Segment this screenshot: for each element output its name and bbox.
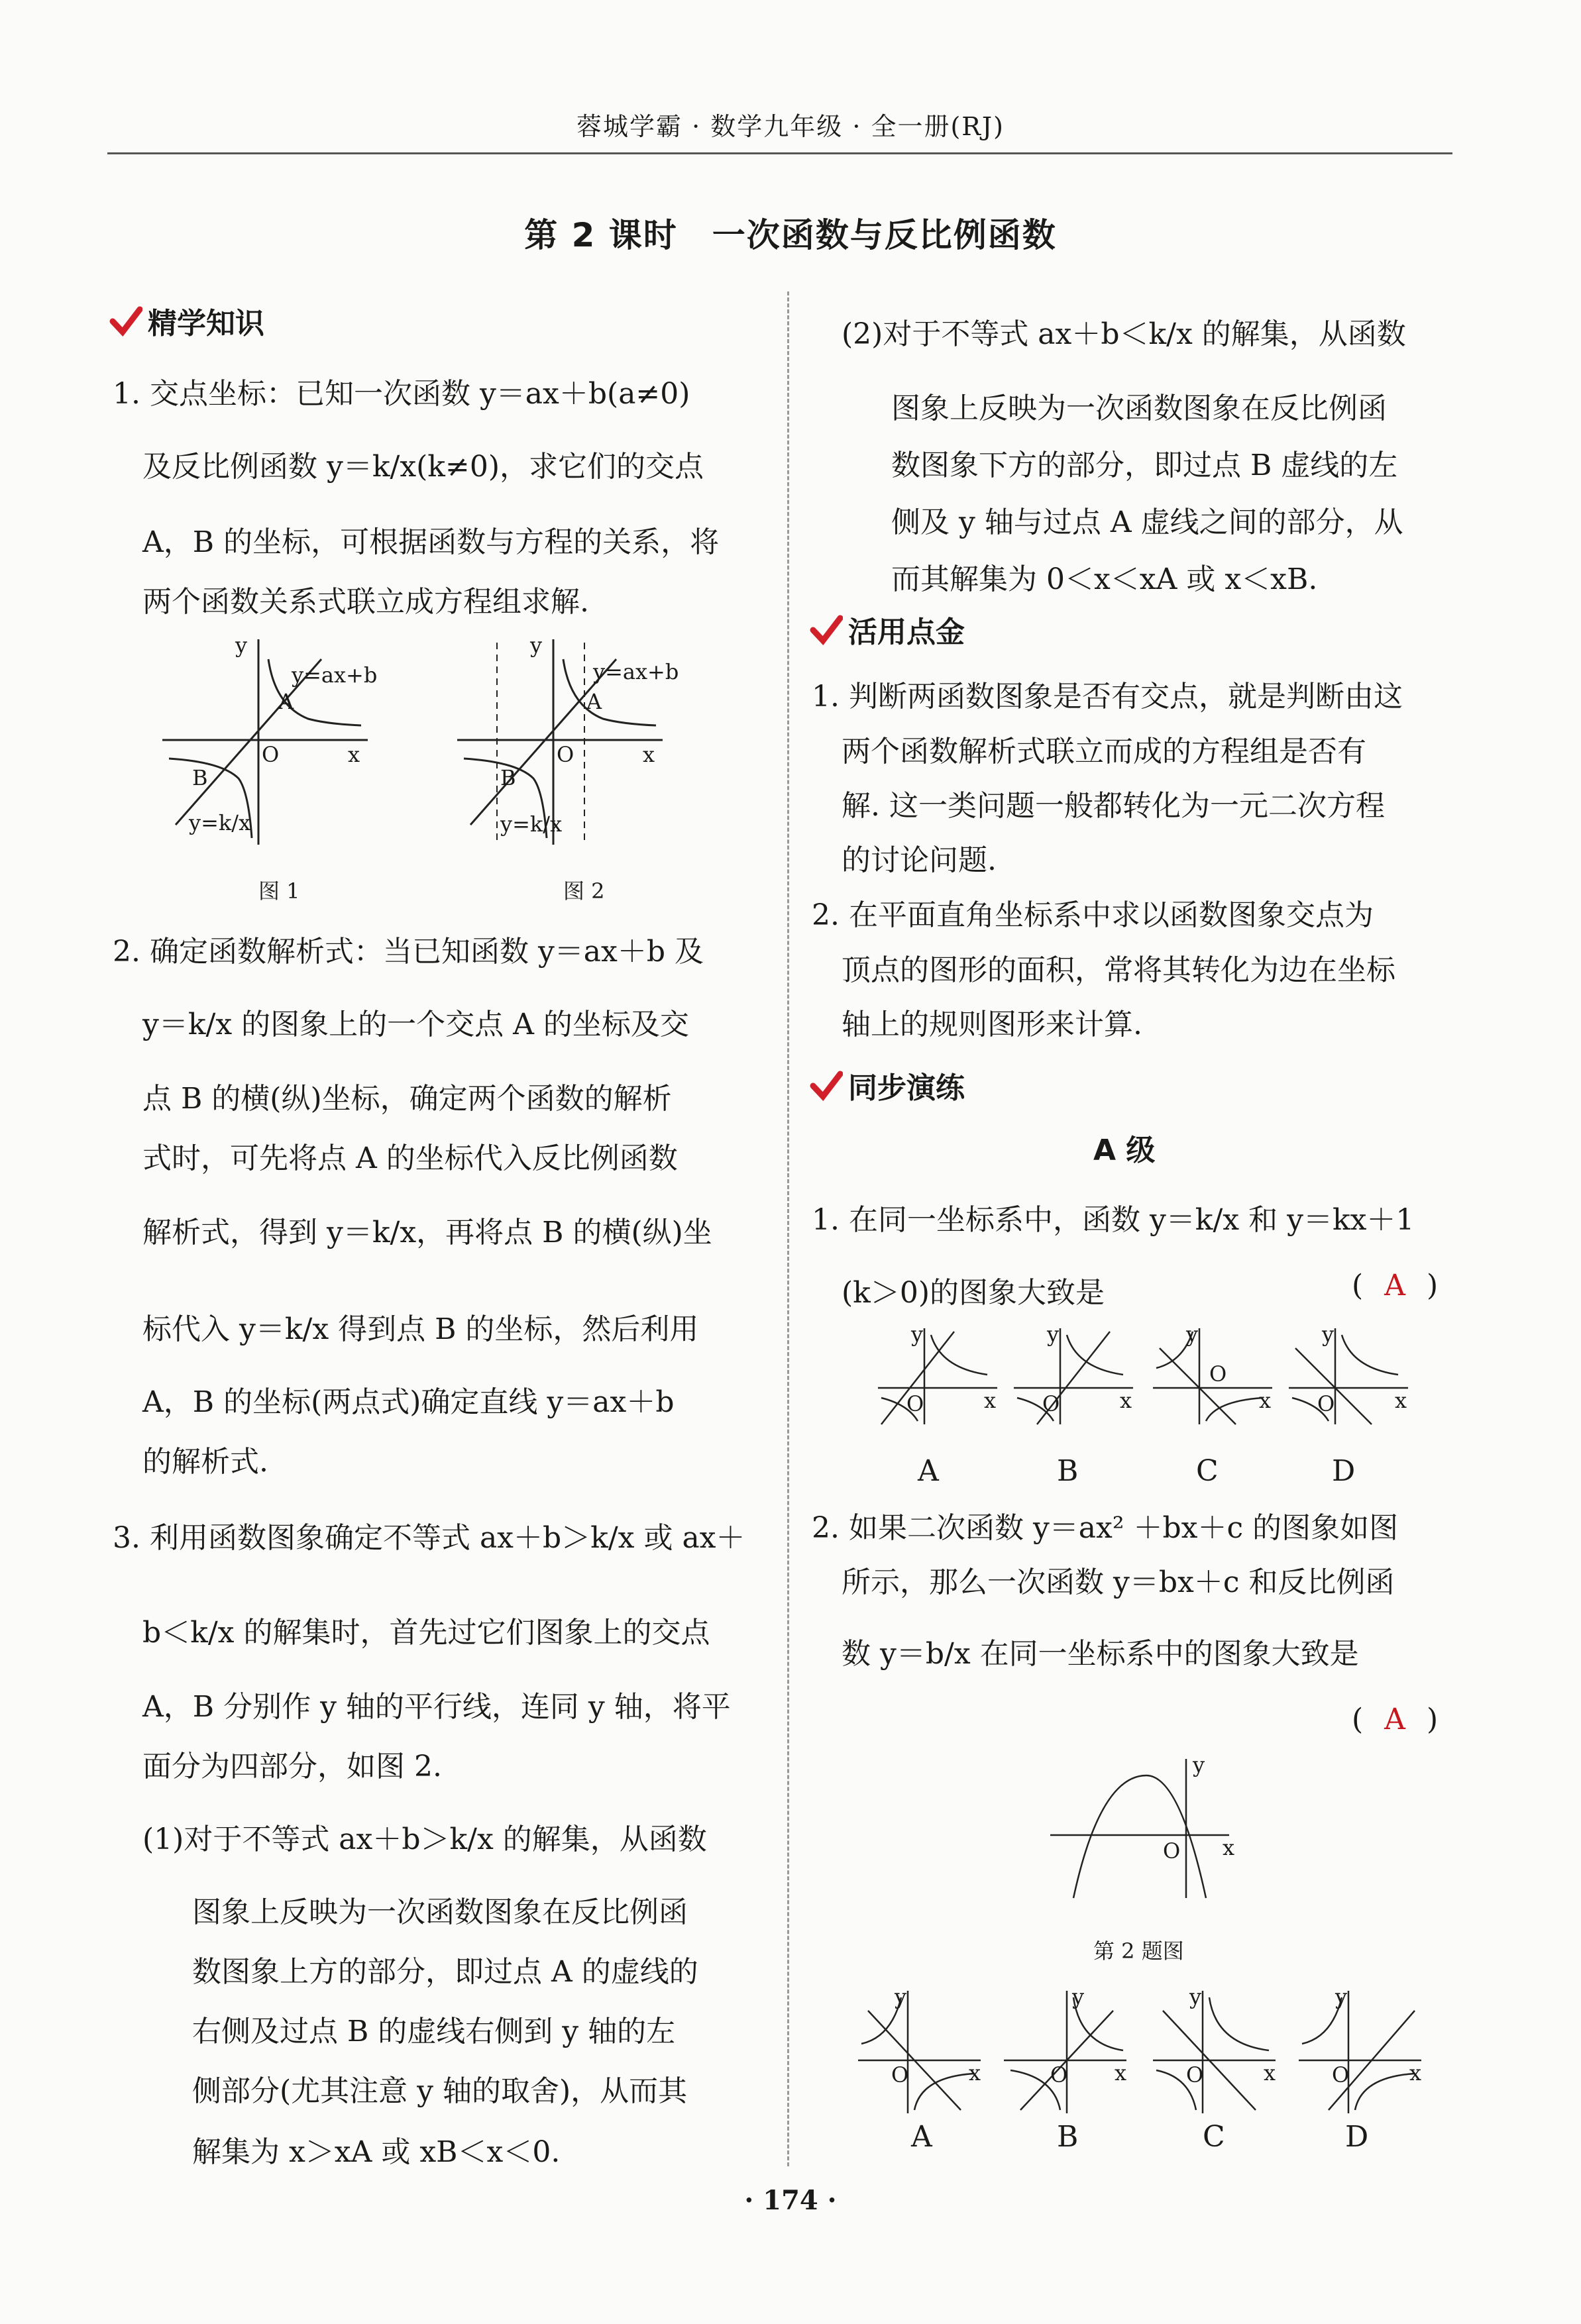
q1-answer-bracket xyxy=(1352,1269,1438,1302)
axis-label: x xyxy=(1259,1388,1272,1413)
bracket-close: ) xyxy=(1426,1269,1439,1302)
axis-label: y xyxy=(1193,1752,1205,1777)
q1-option-a-graph xyxy=(875,1322,1001,1428)
axis-label: y xyxy=(1335,1984,1348,2009)
axis-label: x xyxy=(643,742,655,767)
text-line: 而其解集为 0＜x＜xA 或 x＜xB. xyxy=(891,562,1318,596)
text-line: 1. 判断两函数图象是否有交点，就是判断由这 xyxy=(812,680,1403,713)
text-line: 顶点的图形的面积，常将其转化为边在坐标 xyxy=(842,953,1395,987)
text-line: 的解析式. xyxy=(142,1445,268,1479)
q2-option-a-label: A xyxy=(911,2120,932,2154)
text-line: 侧及 y 轴与过点 A 虚线之间的部分，从 xyxy=(891,505,1403,539)
text-line: 2. 确定函数解析式：当已知函数 y＝ax＋b 及 xyxy=(113,935,704,969)
text-line: y＝k/x 的图象上的一个交点 A 的坐标及交 xyxy=(142,1008,689,1041)
text-line: 数图象下方的部分，即过点 B 虚线的左 xyxy=(891,449,1398,482)
q2-answer: A xyxy=(1384,1703,1405,1736)
figure-2 xyxy=(451,633,679,851)
origin-label: O xyxy=(906,1391,924,1416)
text-line: 两个函数关系式联立成方程组求解. xyxy=(142,585,589,619)
q2-option-b-graph xyxy=(1001,1984,1133,2117)
text-line: 的讨论问题. xyxy=(842,843,997,877)
axis-label: y xyxy=(235,633,248,658)
axis-label: x xyxy=(1115,2060,1127,2086)
origin-label: O xyxy=(262,742,280,767)
text-line: A，B 的坐标(两点式)确定直线 y＝ax＋b xyxy=(142,1385,675,1419)
text-line: 解集为 x＞xA 或 xB＜x＜0. xyxy=(192,2135,561,2169)
axis-label: x xyxy=(1264,2060,1276,2086)
origin-label: O xyxy=(557,742,574,767)
origin-label: O xyxy=(1163,1838,1181,1864)
section-heading-tongbu xyxy=(810,1064,965,1106)
q2-option-d-label: D xyxy=(1345,2120,1369,2154)
axis-label: x xyxy=(348,742,360,767)
text-line: (1)对于不等式 ax＋b＞k/x 的解集，从函数 xyxy=(142,1822,707,1856)
axis-label: y xyxy=(1047,1322,1060,1347)
axis-label: y xyxy=(895,1984,907,2009)
level-label: A 级 xyxy=(1093,1134,1156,1167)
point-a-label: A xyxy=(278,689,294,714)
text-line: 右侧及过点 B 的虚线右侧到 y 轴的左 xyxy=(192,2015,676,2048)
axis-label: x xyxy=(969,2060,981,2086)
origin-label: O xyxy=(1050,2062,1068,2087)
axis-label: y xyxy=(1186,1322,1199,1347)
q1-option-c-label: C xyxy=(1196,1454,1219,1488)
q2-option-d-graph xyxy=(1295,1984,1428,2117)
header-rule xyxy=(107,152,1452,154)
section-label: 活用点金 xyxy=(848,615,965,649)
text-line: 式时，可先将点 A 的坐标代入反比例函数 xyxy=(142,1141,678,1175)
q2-option-c-graph xyxy=(1150,1984,1282,2117)
text-line: 轴上的规则图形来计算. xyxy=(842,1008,1142,1041)
q1-option-b-graph xyxy=(1010,1322,1136,1428)
point-b-label: B xyxy=(192,765,208,790)
text-line: 图象上反映为一次函数图象在反比例函 xyxy=(192,1895,688,1929)
text-line: A，B 分别作 y 轴的平行线，连同 y 轴，将平 xyxy=(142,1690,731,1724)
q1-option-d-graph xyxy=(1285,1322,1411,1428)
q2-option-a-graph xyxy=(855,1984,987,2117)
text-line: 1. 在同一坐标系中，函数 y＝k/x 和 y＝kx＋1 xyxy=(812,1203,1415,1237)
q2-option-b-label: B xyxy=(1057,2120,1079,2154)
hyperbola-label: y=k/x xyxy=(500,812,563,837)
text-line: 所示，那么一次函数 y＝bx＋c 和反比例函 xyxy=(842,1565,1395,1599)
axis-label: x xyxy=(1120,1388,1132,1413)
q2-figure-caption: 第 2 题图 xyxy=(1093,1938,1184,1964)
q1-option-d-label: D xyxy=(1332,1454,1356,1488)
bracket-open: ( xyxy=(1352,1703,1364,1736)
axis-label: y xyxy=(530,633,543,658)
figure-1 xyxy=(156,633,381,851)
text-line: 及反比例函数 y＝k/x(k≠0)，求它们的交点 xyxy=(142,450,704,484)
section-label: 精学知识 xyxy=(148,307,264,341)
text-line: b＜k/x 的解集时，首先过它们图象上的交点 xyxy=(142,1616,710,1650)
text-line: A，B 的坐标，可根据函数与方程的关系，将 xyxy=(142,525,720,559)
axis-label: y xyxy=(1189,1984,1202,2009)
origin-label: O xyxy=(1209,1361,1227,1387)
point-a-label: A xyxy=(586,689,602,714)
text-line: 数图象上方的部分，即过点 A 的虚线的 xyxy=(192,1955,698,1989)
text-line: 1. 交点坐标：已知一次函数 y＝ax＋b(a≠0) xyxy=(113,377,690,411)
q1-option-b-label: B xyxy=(1057,1454,1079,1488)
axis-label: x xyxy=(1395,1388,1407,1413)
column-divider xyxy=(787,291,789,2166)
text-line: 解析式，得到 y＝k/x，再将点 B 的横(纵)坐 xyxy=(142,1216,712,1249)
q1-option-c-graph xyxy=(1150,1322,1276,1428)
text-line: (2)对于不等式 ax＋b＜k/x 的解集，从函数 xyxy=(842,317,1406,351)
q2-answer-bracket xyxy=(1352,1703,1438,1736)
bracket-close: ) xyxy=(1426,1703,1439,1736)
figure-2-caption: 图 2 xyxy=(563,878,605,904)
check-icon xyxy=(810,1069,843,1102)
text-line: 面分为四部分，如图 2. xyxy=(142,1750,442,1783)
lesson-title: 第 2 课时 一次函数与反比例函数 xyxy=(524,216,1057,254)
q2-option-c-label: C xyxy=(1203,2120,1225,2154)
bracket-open: ( xyxy=(1352,1269,1364,1302)
origin-label: O xyxy=(1332,2062,1350,2087)
point-b-label: B xyxy=(500,765,516,790)
section-label: 同步演练 xyxy=(848,1071,965,1105)
text-line: 2. 在平面直角坐标系中求以函数图象交点为 xyxy=(812,898,1374,932)
line-label: y=ax+b xyxy=(292,662,378,688)
text-line: 数 y＝b/x 在同一坐标系中的图象大致是 xyxy=(842,1637,1359,1671)
text-line: 3. 利用函数图象确定不等式 ax＋b＞k/x 或 ax＋ xyxy=(113,1521,745,1555)
axis-label: y xyxy=(1072,1984,1085,2009)
q2-figure xyxy=(1047,1749,1252,1901)
text-line: 两个函数解析式联立而成的方程组是否有 xyxy=(842,735,1366,768)
text-line: 点 B 的横(纵)坐标，确定两个函数的解析 xyxy=(142,1082,672,1116)
check-icon xyxy=(810,613,843,646)
page-number: · 174 · xyxy=(744,2185,837,2216)
text-line: 解. 这一类问题一般都转化为一元二次方程 xyxy=(842,789,1385,823)
section-heading-huoyong xyxy=(810,608,965,651)
origin-label: O xyxy=(1042,1391,1060,1416)
text-line: 侧部分(尤其注意 y 轴的取舍)，从而其 xyxy=(192,2074,688,2108)
page-header: 蓉城学霸 · 数学九年级 · 全一册(RJ) xyxy=(576,112,1005,141)
figure-1-caption: 图 1 xyxy=(258,878,300,904)
axis-label: y xyxy=(911,1322,924,1347)
text-line: 2. 如果二次函数 y＝ax² ＋bx＋c 的图象如图 xyxy=(812,1511,1399,1545)
axis-label: y xyxy=(1322,1322,1335,1347)
q1-answer: A xyxy=(1384,1269,1405,1302)
origin-label: O xyxy=(1186,2062,1204,2087)
check-icon xyxy=(109,304,142,337)
origin-label: O xyxy=(1317,1391,1335,1416)
hyperbola-label: y=k/x xyxy=(189,810,251,835)
text-line: (k＞0)的图象大致是 xyxy=(842,1276,1105,1310)
line-label: y=ax+b xyxy=(593,659,679,684)
origin-label: O xyxy=(891,2062,909,2087)
axis-label: x xyxy=(1223,1835,1235,1860)
text-line: 标代入 y＝k/x 得到点 B 的坐标，然后利用 xyxy=(142,1312,699,1346)
section-heading-jingxue xyxy=(109,299,264,342)
q1-option-a-label: A xyxy=(918,1454,939,1488)
axis-label: x xyxy=(1409,2060,1422,2086)
text-line: 图象上反映为一次函数图象在反比例函 xyxy=(891,392,1387,425)
axis-label: x xyxy=(984,1388,997,1413)
